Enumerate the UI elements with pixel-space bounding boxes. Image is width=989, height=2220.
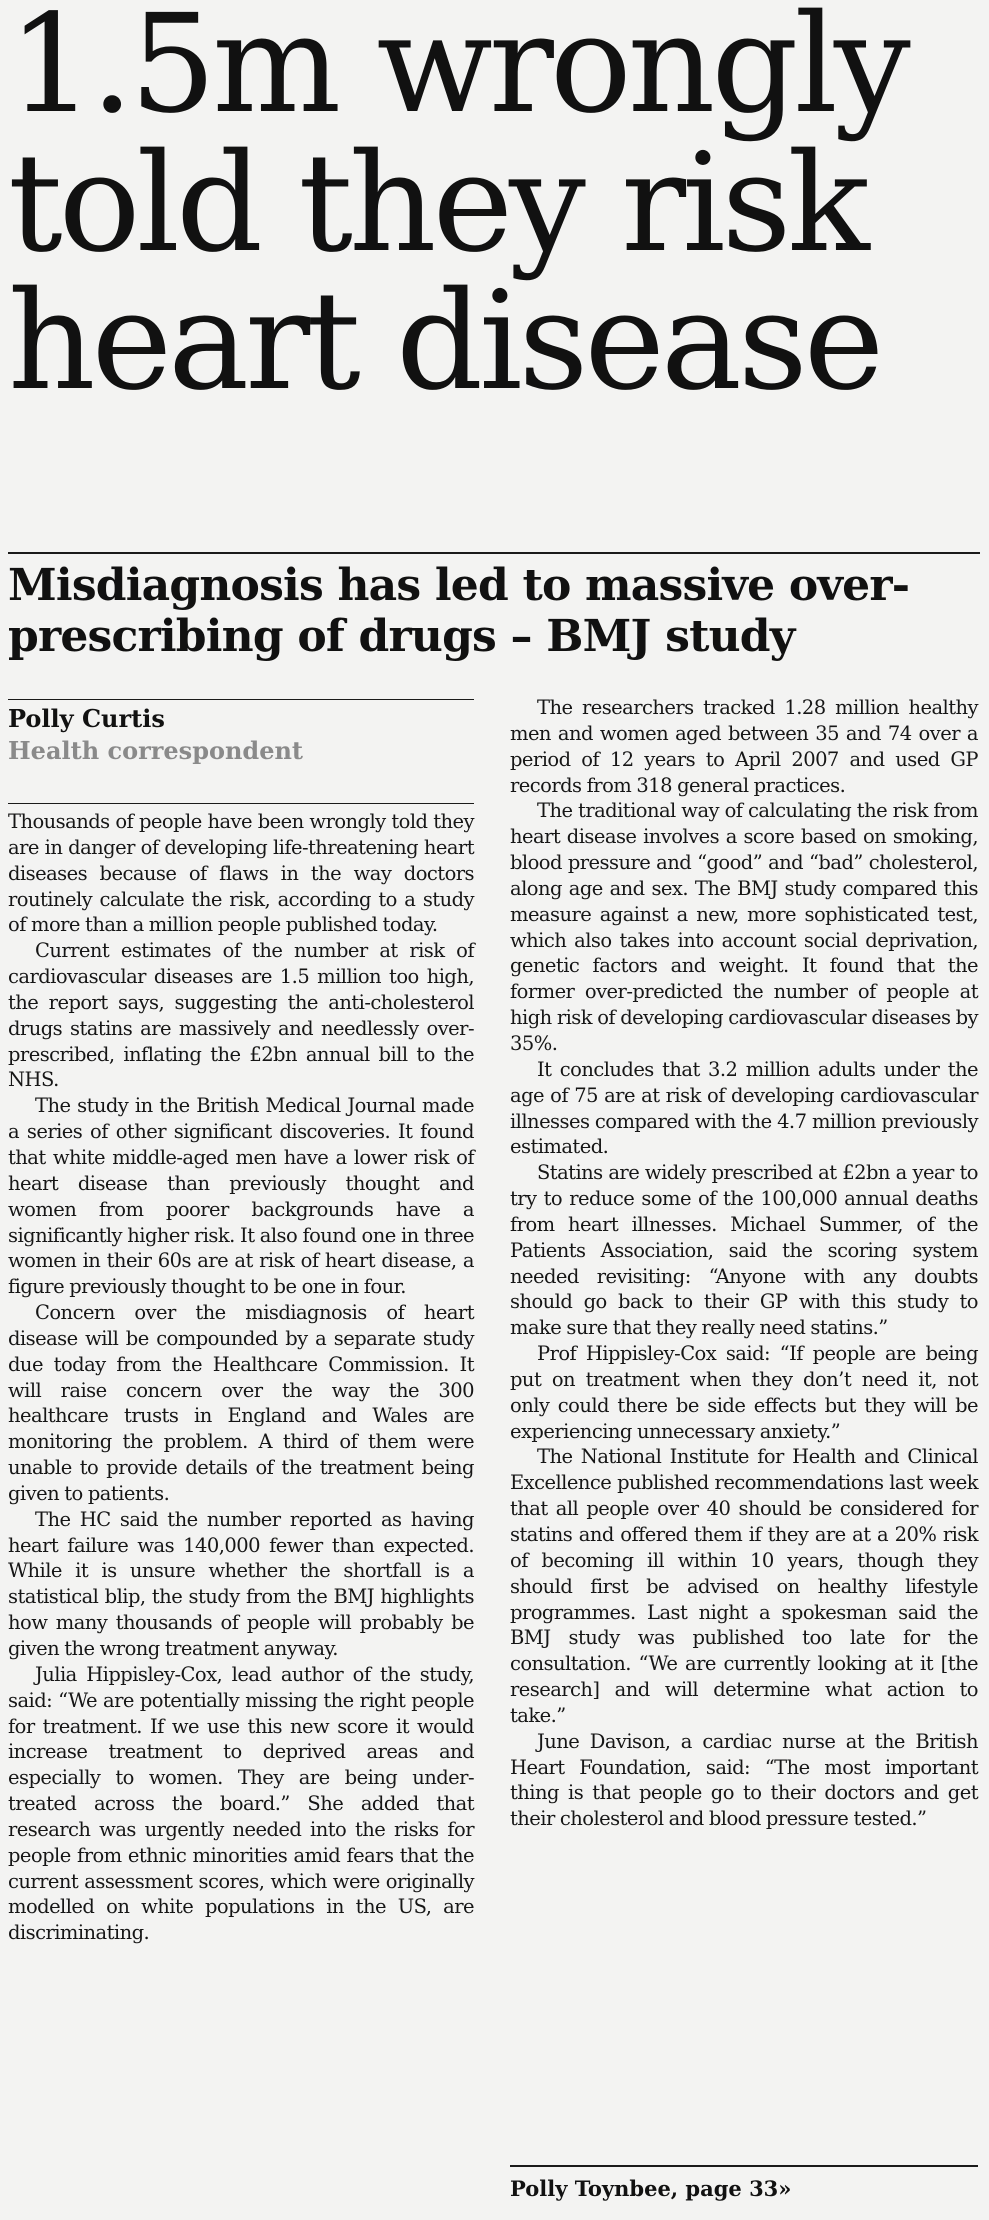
cross-reference[interactable] xyxy=(510,2172,791,2206)
body-paragraph: Concern over the misdiagnosis of heart disease will be compounded by a separate study due today from the Healthcare Commission. It will raise concern over the way the 300 healthcare trusts in England and Wales are monitoring the problem. A third of them were unable to provide details of the treatment being given to patients. xyxy=(8,1301,474,1505)
body-paragraph: The traditional way of calculating the risk from heart disease involves a score based on smoking, blood pressure and “good” and “bad” cholesterol, along age and sex. The BMJ study compared this measure against a new, more sophisticated test, which also takes into account social deprivation, genetic factors and weight. It found that the former over-predicted the number of people at high risk of developing cardiovascular diseases by 35%. xyxy=(510,799,978,1055)
body-column-right xyxy=(510,695,978,1832)
byline-author: Polly Curtis xyxy=(8,704,165,733)
body-paragraph: Statins are widely prescribed at £2bn a year to try to reduce some of the 100,000 annual deaths from heart illnesses. Michael Summer, of the Patients Association, said the scoring system needed revisiting: “Anyone with any doubts should go back to their GP with this study to make sure that they really need statins.” xyxy=(510,1161,978,1340)
body-column-left xyxy=(8,809,474,1946)
byline-role: Health correspondent xyxy=(8,736,304,765)
body-paragraph: Prof Hippisley-Cox said: “If people are being put on treatment when they don’t need it, not only could there be side effects but they will be experiencing unnecessary anxiety.” xyxy=(510,1342,978,1443)
chevron-right-icon: » xyxy=(778,2176,792,2201)
byline xyxy=(8,703,474,767)
body-paragraph: The study in the British Medical Journal made a series of other significant discoveries. It found that white middle-aged men have a lower risk of heart disease than previously thought and women from poorer backgrounds have a significantly higher risk. It also found one in three women in their 60s are at risk of heart disease, a figure previously thought to be one in four. xyxy=(8,1094,474,1299)
body-paragraph: The HC said the number reported as having heart failure was 140,000 fewer than expected. While it is unsure whether the shortfall is a statistical blip, the study from the BMJ highlights how many thousands of people will probably be given the wrong treatment anyway. xyxy=(8,1507,474,1660)
headline-divider xyxy=(8,552,980,554)
footer-rule xyxy=(510,2165,978,2167)
body-paragraph: The National Institute for Health and Clinical Excellence published recommendations last week that all people over 40 should be considered for statins and offered them if they are at a 20% risk of becoming ill within 10 years, though they should first be advised on healthy lifestyle programmes. Last night a spokesman said the BMJ study was published too late for the consultation. “We are currently looking at it [the research] and will determine what action to take.” xyxy=(510,1445,978,1727)
body-paragraph: June Davison, a cardiac nurse at the British Heart Foundation, said: “The most important thing is that people go to their doctors and get their cholesterol and blood pressure tested.” xyxy=(510,1729,978,1831)
subheadline: Misdiagnosis has led to massive over-prescribing of drugs – BMJ study xyxy=(8,560,910,662)
cross-reference-text: Polly Toynbee, page 33 xyxy=(510,2176,779,2201)
body-paragraph: Julia Hippisley-Cox, lead author of the study, said: “We are potentially missing the right people for treatment. If we use this new score it would increase treatment to deprived areas and especially to women. They are being under-treated across the board.” She added that research was urgently needed into the risks for people from ethnic minorities amid fears that the current assessment scores, which were originally modelled on white populations in the US, are discriminating. xyxy=(8,1662,474,1945)
byline-top-rule xyxy=(8,699,474,700)
headline: 1.5m wrongly told they risk heart disease xyxy=(8,0,907,422)
body-paragraph: Current estimates of the number at risk of cardiovascular diseases are 1.5 million too high, the report says, suggesting the anti-cholesterol drugs statins are massively and needlessly over-prescribed, inflating the £2bn annual bill to the NHS. xyxy=(8,939,474,1092)
body-paragraph: Thousands of people have been wrongly told they are in danger of developing life-threatening heart diseases because of flaws in the way doctors routinely calculate the risk, according to a study of more than a million people published today. xyxy=(8,810,474,937)
body-paragraph: The researchers tracked 1.28 million healthy men and women aged between 35 and 74 over a period of 12 years to April 2007 and used GP records from 318 general practices. xyxy=(510,696,978,797)
byline-bottom-rule xyxy=(8,803,474,804)
body-paragraph: It concludes that 3.2 million adults under the age of 75 are at risk of developing cardiovascular illnesses compared with the 4.7 million previously estimated. xyxy=(510,1057,978,1159)
